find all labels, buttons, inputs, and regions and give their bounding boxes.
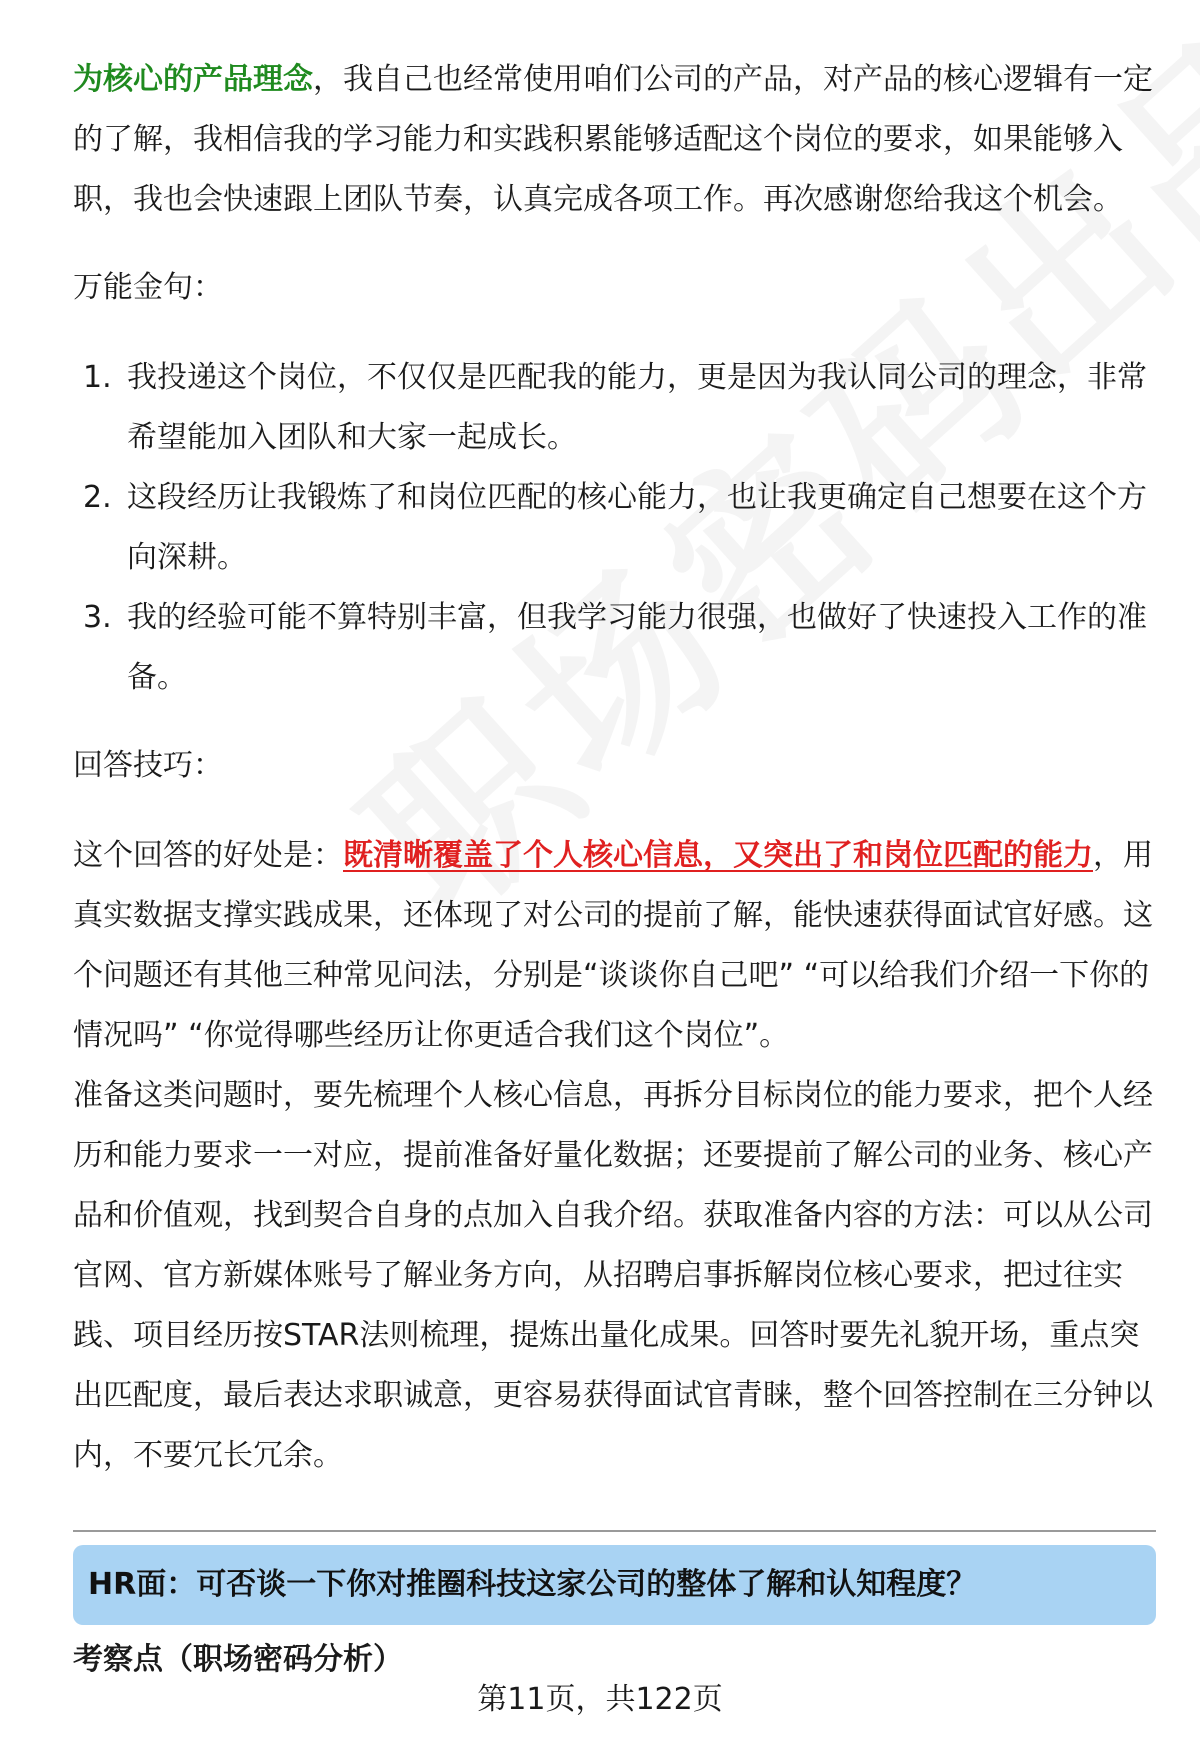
tips-highlight: 既清晰覆盖了个人核心信息，又突出了和岗位匹配的能力 [343, 838, 1093, 873]
intro-paragraph [73, 50, 1153, 230]
list-item-number: 3. [83, 600, 112, 635]
list-item-text: 这段经历让我锻炼了和岗位匹配的核心能力，也让我更确定自己想要在这个方向深耕。 [127, 480, 1147, 575]
answer-tips-label: 回答技巧： [73, 748, 223, 783]
golden-sentences-label: 万能金句： [73, 270, 223, 305]
section-divider [73, 1530, 1156, 1532]
list-item [73, 348, 1153, 468]
hr-question-box [73, 1545, 1156, 1625]
list-item-number: 1. [83, 360, 112, 395]
list-item-text: 我的经验可能不算特别丰富，但我学习能力很强，也做好了快速投入工作的准备。 [127, 600, 1147, 695]
tips-prefix: 这个回答的好处是： [73, 838, 343, 873]
exam-point-title: 考察点（职场密码分析） [73, 1642, 403, 1677]
list-item [73, 468, 1153, 588]
hr-question-text: HR面：可否谈一下你对推圈科技这家公司的整体了解和认知程度？ [88, 1567, 977, 1602]
list-item-number: 2. [83, 480, 112, 515]
list-item [73, 588, 1153, 708]
preparation-paragraph: 准备这类问题时，要先梳理个人核心信息，再拆分目标岗位的能力要求，把个人经历和能力要求一一对应，提前准备好量化数据；还要提前了解公司的业务、核心产品和价值观，找到契合自身的点加入自我介绍。获取准备内容的方法：可以从公司官网、官方新媒体账号了解业务方向，从招聘启事拆解岗位核心要求，把过往实践、项目经历按STAR法则梳理，提炼出量化成果。回答时要先礼貌开场，重点突出匹配度，最后表达求职诚意，更容易获得面试官青睐，整个回答控制在三分钟以内，不要冗长冗余。 [73, 1078, 1153, 1473]
intro-text: ，我自己也经常使用咱们公司的产品，对产品的核心逻辑有一定的了解，我相信我的学习能力和实践积累能够适配这个岗位的要求，如果能够入职，我也会快速跟上团队节奏，认真完成各项工作。再次感谢您给我这个机会。 [73, 62, 1153, 217]
tips-text: ，用真实数据支撑实践成果，还体现了对公司的提前了解，能快速获得面试官好感。这个问题还有其他三种常见问法，分别是“谈谈你自己吧” “可以给我们介绍一下你的情况吗” “你觉得哪些经历让你更适合我们这个岗位”。 [73, 838, 1153, 1053]
list-item-text: 我投递这个岗位，不仅仅是匹配我的能力，更是因为我认同公司的理念，非常希望能加入团队和大家一起成长。 [127, 360, 1147, 455]
golden-sentences-list [73, 348, 1153, 708]
tips-paragraph [73, 826, 1153, 1066]
document-body [73, 50, 1153, 1486]
intro-highlight: 为核心的产品理念 [73, 62, 313, 97]
page-number: 第11页，共122页 [477, 1682, 723, 1717]
